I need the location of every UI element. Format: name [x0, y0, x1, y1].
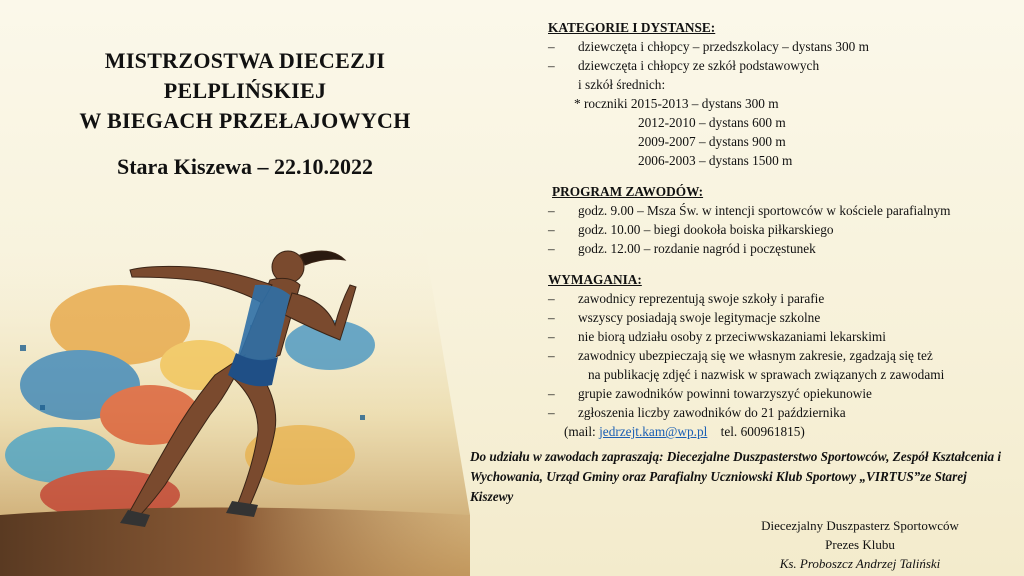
category-schools: dziewczęta i chłopcy ze szkół podstawowych: [578, 58, 820, 73]
requirement-5: grupie zawodników powinni towarzyszyć opiekunowie: [578, 386, 872, 401]
list-dash: –: [548, 39, 555, 54]
list-item: [548, 220, 950, 239]
requirements-section: [548, 270, 944, 441]
list-item: [548, 327, 944, 346]
list-item: [548, 201, 950, 220]
list-item: [548, 308, 944, 327]
list-item: [548, 56, 869, 75]
program-item-2: godz. 10.00 – biegi dookoła boiska piłkarskiego: [578, 222, 834, 237]
signature-block: [700, 516, 1020, 573]
requirement-2: wszyscy posiadają swoje legitymacje szkolne: [578, 310, 821, 325]
requirement-6: zgłoszenia liczby zawodników do 21 października: [578, 405, 846, 420]
requirement-3: nie biorą udziału osoby z przeciwwskazaniami lekarskimi: [578, 329, 886, 344]
categories-heading: KATEGORIE I DYSTANSE:: [548, 20, 716, 35]
requirement-4-cont: na publikację zdjęć i nazwisk w sprawach związanych z zawodami: [588, 367, 945, 382]
requirement-4: zawodnicy ubezpieczają się we własnym zakresie, zgadzają się też: [578, 348, 933, 363]
list-dash: –: [548, 241, 555, 256]
poster-title: [40, 46, 450, 136]
list-dash: –: [548, 58, 555, 73]
age-group-1: * roczniki 2015-2013 – dystans 300 m: [574, 96, 779, 111]
program-item-1: godz. 9.00 – Msza Św. w intencji sportowców w kościele parafialnym: [578, 203, 951, 218]
runner-illustration: [0, 215, 470, 576]
title-line-3: W BIEGACH PRZEŁAJOWYCH: [79, 108, 411, 133]
email-link[interactable]: jedrzejt.kam@wp.pl: [599, 424, 708, 439]
title-line-1: MISTRZOSTWA DIECEZJI: [104, 48, 386, 73]
list-dash: –: [548, 310, 555, 325]
age-group-3: 2009-2007 – dystans 900 m: [638, 134, 786, 149]
category-preschool: dziewczęta i chłopcy – przedszkolacy – dystans 300 m: [578, 39, 869, 54]
list-item: [548, 239, 950, 258]
list-item: [548, 37, 869, 56]
age-group-2: 2012-2010 – dystans 600 m: [638, 115, 786, 130]
program-heading: PROGRAM ZAWODÓW:: [552, 184, 704, 199]
contact-line: [548, 422, 944, 441]
list-dash: –: [548, 405, 555, 420]
list-item: [548, 346, 944, 365]
list-dash: –: [548, 222, 555, 237]
invitation-text: Do udziału w zawodach zapraszają: Diecezjalne Duszpasterstwo Sportowców, Zespół Kształcenia i Wychowania, Urząd Gminy oraz Parafialny Uczniowski Klub Sportowy „VIRTUS”ze Starej Kiszewy: [470, 449, 1002, 504]
signature-name: Ks. Proboszcz Andrzej Taliński: [779, 556, 941, 571]
requirement-1: zawodnicy reprezentują swoje szkoły i parafie: [578, 291, 825, 306]
program-item-3: godz. 12.00 – rozdanie nagród i poczęstunek: [578, 241, 816, 256]
list-dash: –: [548, 386, 555, 401]
list-dash: –: [548, 203, 555, 218]
list-dash: –: [548, 329, 555, 344]
requirements-heading: WYMAGANIA:: [548, 272, 642, 287]
program-section: [548, 182, 950, 258]
phone-number: tel. 600961815): [720, 424, 805, 439]
event-place-date: Stara Kiszewa – 22.10.2022: [116, 154, 374, 179]
list-dash: –: [548, 348, 555, 363]
signature-club-role: Prezes Klubu: [825, 537, 895, 552]
mail-prefix: (mail:: [564, 424, 600, 439]
categories-section: [548, 18, 869, 170]
category-schools-cont: i szkół średnich:: [578, 77, 666, 92]
age-group-4: 2006-2003 – dystans 1500 m: [638, 153, 793, 168]
signature-role: Diecezjalny Duszpasterz Sportowców: [761, 518, 959, 533]
title-line-2: PELPLIŃSKIEJ: [163, 78, 327, 103]
list-item: [548, 289, 944, 308]
list-item: [548, 403, 944, 422]
list-item: [548, 384, 944, 403]
list-dash: –: [548, 291, 555, 306]
